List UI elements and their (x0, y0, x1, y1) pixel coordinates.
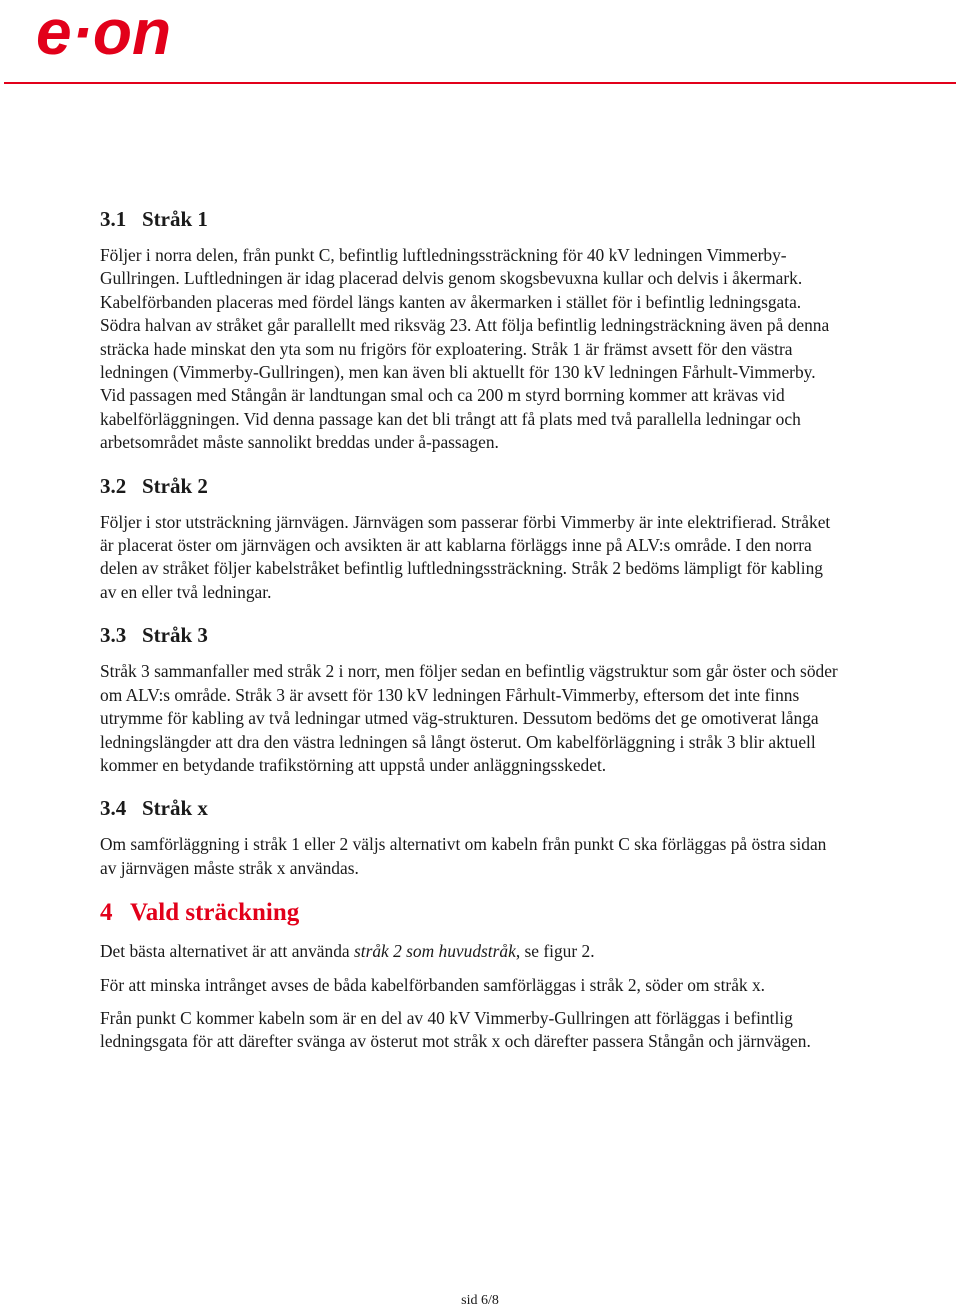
chapter-4 (100, 896, 840, 1054)
chapter-heading (100, 896, 840, 930)
document-body (100, 204, 840, 1064)
chapter-paragraph-1 (100, 940, 840, 963)
section-number: 3.1 (100, 207, 127, 231)
p1-text-after: , se figur 2. (515, 941, 595, 962)
header-rule (4, 82, 956, 84)
section-number: 3.3 (100, 623, 127, 648)
section-title: Stråk 2 (142, 473, 208, 498)
section-heading (100, 204, 840, 234)
section-number: 3.2 (100, 473, 127, 498)
section-paragraph: Följer i stor utsträckning järnvägen. Järnvägen som passerar förbi Vimmerby är inte elektrifierad. Stråket är placerat öster om järnvägen och avsikten är att kablarna förläggs inne på ALV:s område. I den norra delen av stråket följer kabelstråket befintlig luftledningssträckning. Stråk 2 bedöms lämpligt för kabling av en eller två ledningar. (100, 511, 831, 602)
section-3-2 (100, 471, 840, 605)
section-paragraph: Stråk 3 sammanfaller med stråk 2 i norr, men följer sedan en befintlig vägstruktur som går öster och söder om ALV:s område. Stråk 3 är avsett för 130 kV ledningen Fårhult-Vimmerby, eftersom det inte finns utrymme för kabling av två ledningar utmed väg-strukturen. Dessutom bedöms det ge omotiverat långa ledningslängder att dra den västra ledningen så långt österut. Om kabelförläggning i stråk 3 blir aktuell kommer en betydande trafikstörning att uppstå under anläggningsskedet. (100, 661, 838, 775)
section-3-1 (100, 204, 840, 455)
page-number: sid 6/8 (461, 1293, 499, 1308)
section-number: 3.4 (100, 796, 127, 821)
chapter-paragraph-3: Från punkt C kommer kabeln som är en del av 40 kV Vimmerby-Gullringen att förläggas i befintlig ledningsgata för att därefter svänga av österut mot stråk x och därefter passera Stångån och järnvägen. (100, 1007, 811, 1052)
p1-text-before: Det bästa alternativet är att använda (100, 941, 354, 962)
chapter-paragraph-2: För att minska intrånget avses de båda kabelförbanden samförläggas i stråk 2, söder om stråk x. (100, 974, 766, 995)
logo-text: e·on (36, 4, 172, 62)
eon-logo (36, 4, 226, 62)
section-heading (100, 793, 840, 823)
section-3-4 (100, 793, 840, 880)
chapter-title: Vald sträckning (130, 899, 300, 927)
section-title: Stråk 1 (142, 207, 208, 231)
section-3-3 (100, 620, 840, 777)
section-heading (100, 471, 840, 501)
section-title: Stråk x (142, 796, 208, 821)
section-paragraph: Om samförläggning i stråk 1 eller 2 väljs alternativt om kabeln från punkt C ska förläggas på östra sidan av järnvägen måste stråk x användas. (100, 834, 827, 878)
chapter-number: 4 (100, 899, 113, 927)
section-heading (100, 620, 840, 650)
section-paragraph: Följer i norra delen, från punkt C, befintlig luftledningssträckning för 40 kV ledningen Vimmerby- Gullringen. Luftledningen är idag placerad delvis genom skogsbevuxna kullar och delvis i åkermark. Kabelförbanden placeras med fördel längs kanten av åkermarken i stället för i befintlig ledningsgata. Södra halvan av stråket går parallellt med riksväg 23. Att följa befintlig ledningsträckning även på denna sträcka hade minskat den yta som nu frigörs för exploatering. Stråk 1 är främst avsett för den västra ledningen (Vimmerby-Gullringen), men kan även bli aktuellt för 130 kV ledningen Fårhult-Vimmerby. Vid passagen med Stångån är landtungan smal och ca 200 m styrd borrning kommer att krävas vid kabelförläggningen. Vid denna passage kan det bli trångt att få plats med två parallella ledningar och arbetsområdet måste sannolikt breddas under å-passagen. (100, 245, 830, 453)
p1-emphasis: stråk 2 som huvudstråk (353, 941, 516, 962)
section-title: Stråk 3 (142, 623, 208, 648)
